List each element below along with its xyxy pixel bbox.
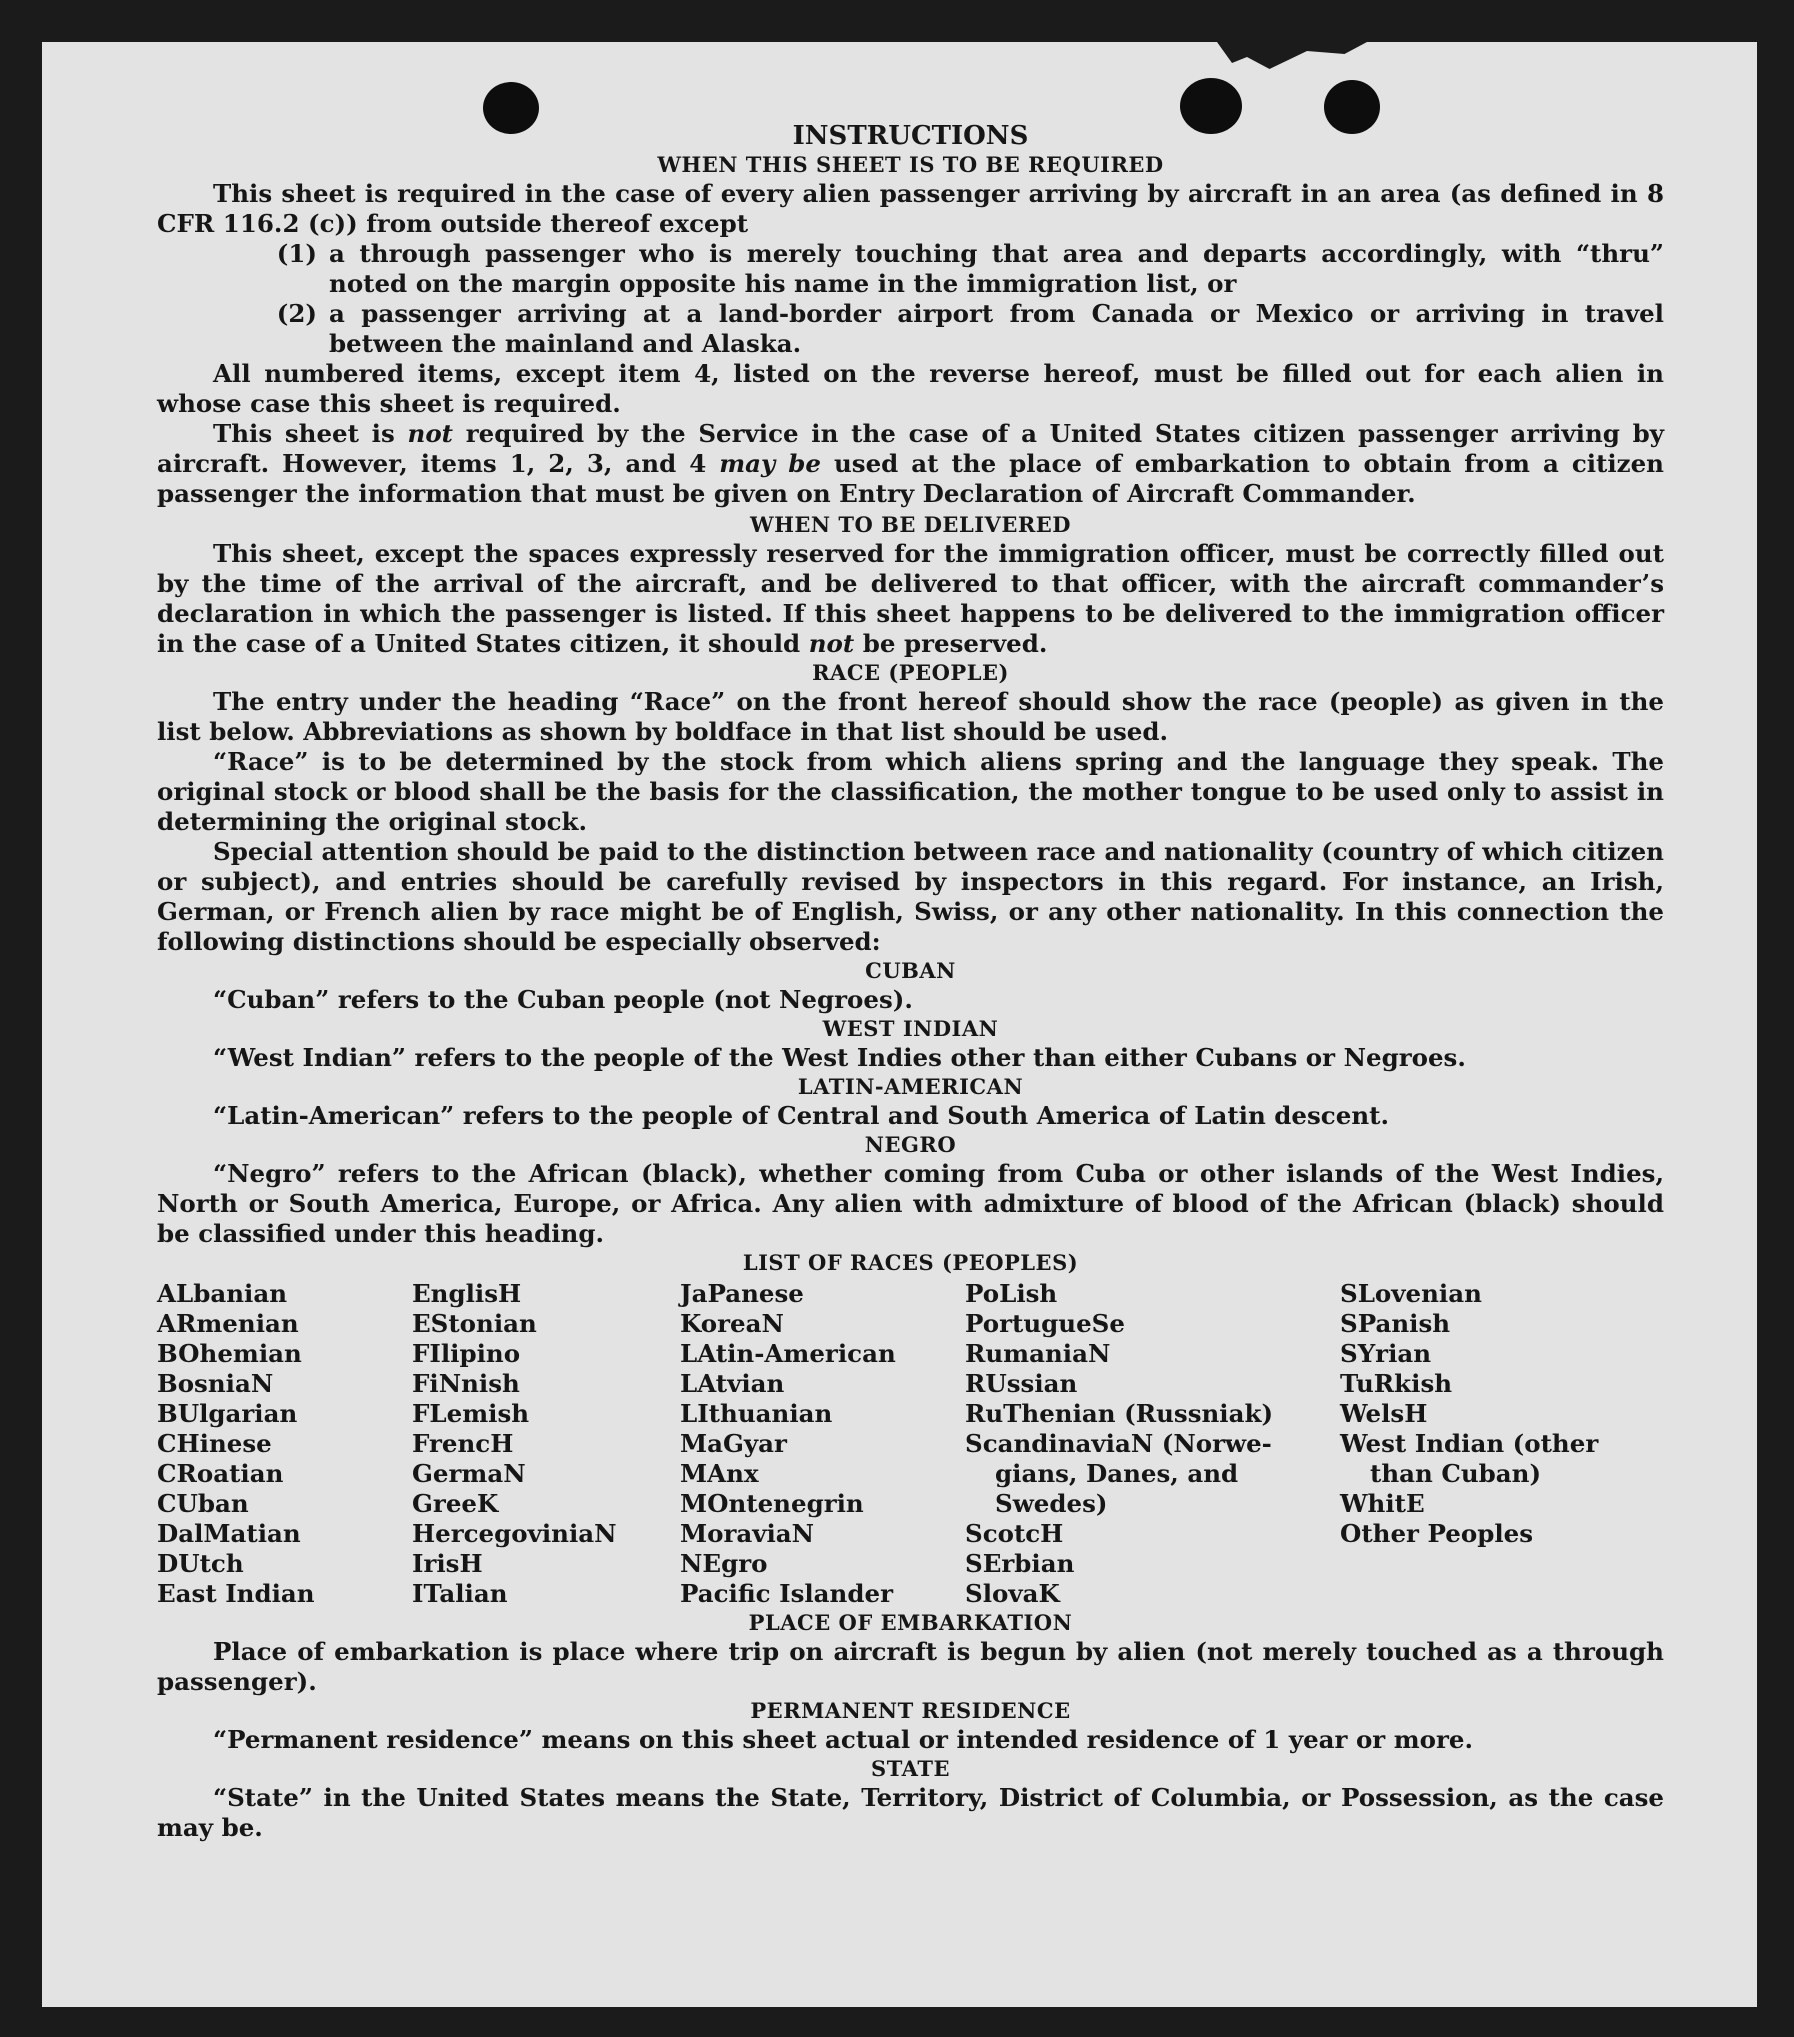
race-entry: GreeK [412,1489,499,1518]
race-entry: SLovenian [1340,1279,1482,1308]
race-entry: West Indian (other [1340,1429,1599,1458]
heading-residence: PERMANENT RESIDENCE [750,1698,1071,1723]
race-column [680,1279,965,1609]
required-para3: This sheet is not required by the Service in the case of a United States citizen passenger arriving by aircraft. However, items 1, 2, 3, and 4 may be used at the place of embarkation to obtain from a citizen passenger the information that must be given on Entry Declaration of Aircraft Commander. [157,419,1665,508]
race-column [1340,1279,1640,1609]
race-entry: RUssian [965,1369,1078,1398]
required-intro: This sheet is required in the case of every alien passenger arriving by aircraft in an area (as defined in 8 CFR 116.2 (c)) from outside thereof except [157,179,1664,238]
page-title: INSTRUCTIONS [792,121,1029,151]
race-entry: PortugueSe [965,1309,1125,1338]
heading-state: STATE [871,1756,950,1781]
race-entry: MoraviaN [680,1519,815,1548]
race-entry: MOntenegrin [680,1489,864,1518]
heading-cuban: CUBAN [865,958,956,983]
west-indian-text: “West Indian” refers to the people of the West Indies other than either Cubans or Negroes. [213,1043,1466,1072]
exception-item [157,299,1664,359]
race-entry: ALbanian [157,1279,288,1308]
race-entry-continued: Swedes) [995,1489,1108,1518]
race-entry: EnglisH [412,1279,522,1308]
race-entry: SErbian [965,1549,1075,1578]
race-entry: FIlipino [412,1339,521,1368]
race-entry: East Indian [157,1579,315,1608]
race-entry: RuThenian (Russniak) [965,1399,1274,1428]
race-entry: WhitE [1340,1489,1425,1518]
race-entry: CRoatian [157,1459,284,1488]
race-para1: The entry under the heading “Race” on the front hereof should show the race (people) as given in the list below. Abbreviations as shown by boldface in that list should be used. [157,687,1664,746]
race-entry: LAtvian [680,1369,785,1398]
race-column [157,1279,412,1609]
cuban-text: “Cuban” refers to the Cuban people (not Negroes). [213,985,913,1014]
race-entry: DUtch [157,1549,244,1578]
race-para2: “Race” is to be determined by the stock from which aliens spring and the language they speak. The original stock or blood shall be the basis for the classification, the mother tongue to be used only to assist in determining the original stock. [157,747,1664,836]
race-entry: GermaN [412,1459,526,1488]
race-entry: IrisH [412,1549,483,1578]
race-entry: Other Peoples [1340,1519,1534,1548]
race-entry: WelsH [1340,1399,1428,1428]
race-entry: ITalian [412,1579,508,1608]
heading-west-indian: WEST INDIAN [822,1016,999,1041]
race-entry: KoreaN [680,1309,784,1338]
race-entry: SlovaK [965,1579,1060,1608]
race-entry: ScotcH [965,1519,1064,1548]
heading-race: RACE (PEOPLE) [812,660,1009,685]
race-entry: ScandinaviaN (Norwe- [965,1429,1272,1458]
race-entry: ARmenian [157,1309,299,1338]
instructions-content [157,121,1664,1843]
race-entry: HercegoviniaN [412,1519,617,1548]
document-sheet [42,42,1757,2007]
exception-number: (2) [276,299,317,328]
heading-embarkation: PLACE OF EMBARKATION [748,1610,1073,1635]
race-entry: MAnx [680,1459,759,1488]
race-entry: JaPanese [680,1279,804,1308]
race-entry: FrencH [412,1429,514,1458]
state-text: “State” in the United States means the State, Territory, District of Columbia, or Possession, as the case may be. [157,1783,1664,1842]
delivered-text: This sheet, except the spaces expressly reserved for the immigration officer, must be correctly filled out by the time of the arrival of the aircraft, and be delivered to that officer, with the aircraft commander’s declaration in which the passenger is listed. If this sheet happens to be delivered to the immigration officer in the case of a United States citizen, it should not be preserved. [157,539,1664,658]
heading-negro: NEGRO [864,1132,957,1157]
race-entry: CUban [157,1489,249,1518]
race-entry: PoLish [965,1279,1058,1308]
race-entry: BosniaN [157,1369,274,1398]
required-para2: All numbered items, except item 4, listed on the reverse hereof, must be filled out for each alien in whose case this sheet is required. [157,359,1664,418]
race-para3: Special attention should be paid to the distinction between race and nationality (country of which citizen or subject), and entries should be carefully revised by inspectors in this regard. For instance, an Irish, German, or French alien by race might be of English, Swiss, or any other nationality. In this connection the following distinctions should be especially observed: [157,837,1664,956]
embarkation-text: Place of embarkation is place where trip on aircraft is begun by alien (not merely touched as a through passenger). [157,1637,1664,1696]
race-entry: DalMatian [157,1519,301,1548]
residence-text: “Permanent residence” means on this sheet actual or intended residence of 1 year or more. [213,1725,1474,1754]
heading-latin-american: LATIN-AMERICAN [797,1074,1024,1099]
race-list [157,1279,1664,1609]
race-entry: BOhemian [157,1339,302,1368]
race-entry: LAtin-American [680,1339,896,1368]
race-column [965,1279,1340,1609]
race-entry-continued: than Cuban) [1370,1459,1542,1488]
race-entry: MaGyar [680,1429,787,1458]
latin-american-text: “Latin-American” refers to the people of Central and South America of Latin descent. [213,1101,1389,1130]
race-entry: TuRkish [1340,1369,1453,1398]
exception-text: a passenger arriving at a land-border airport from Canada or Mexico or arriving in travel between the mainland and Alaska. [329,299,1664,358]
heading-list-of-races: LIST OF RACES (PEOPLES) [742,1250,1079,1275]
race-entry: SYrian [1340,1339,1432,1368]
race-entry: LIthuanian [680,1399,833,1428]
race-entry: FLemish [412,1399,530,1428]
race-entry: BUlgarian [157,1399,298,1428]
race-entry: FiNnish [412,1369,520,1398]
race-entry-continued: gians, Danes, and [995,1459,1239,1488]
exception-text: a through passenger who is merely touching that area and departs accordingly, with “thru” noted on the margin opposite his name in the immigration list, or [329,239,1664,298]
heading-required: WHEN THIS SHEET IS TO BE REQUIRED [657,152,1164,177]
race-entry: NEgro [680,1549,768,1578]
exception-number: (1) [276,239,317,268]
exception-item [157,239,1664,299]
race-entry: Pacific Islander [680,1579,893,1608]
heading-delivered: WHEN TO BE DELIVERED [749,512,1071,537]
race-entry: EStonian [412,1309,537,1338]
race-column [412,1279,680,1609]
race-entry: CHinese [157,1429,272,1458]
race-entry: SPanish [1340,1309,1451,1338]
race-entry: RumaniaN [965,1339,1111,1368]
negro-text: “Negro” refers to the African (black), whether coming from Cuba or other islands of the West Indies, North or South America, Europe, or Africa. Any alien with admixture of blood of the African (black) should be classified under this heading. [157,1159,1664,1248]
torn-edge [1217,42,1367,72]
